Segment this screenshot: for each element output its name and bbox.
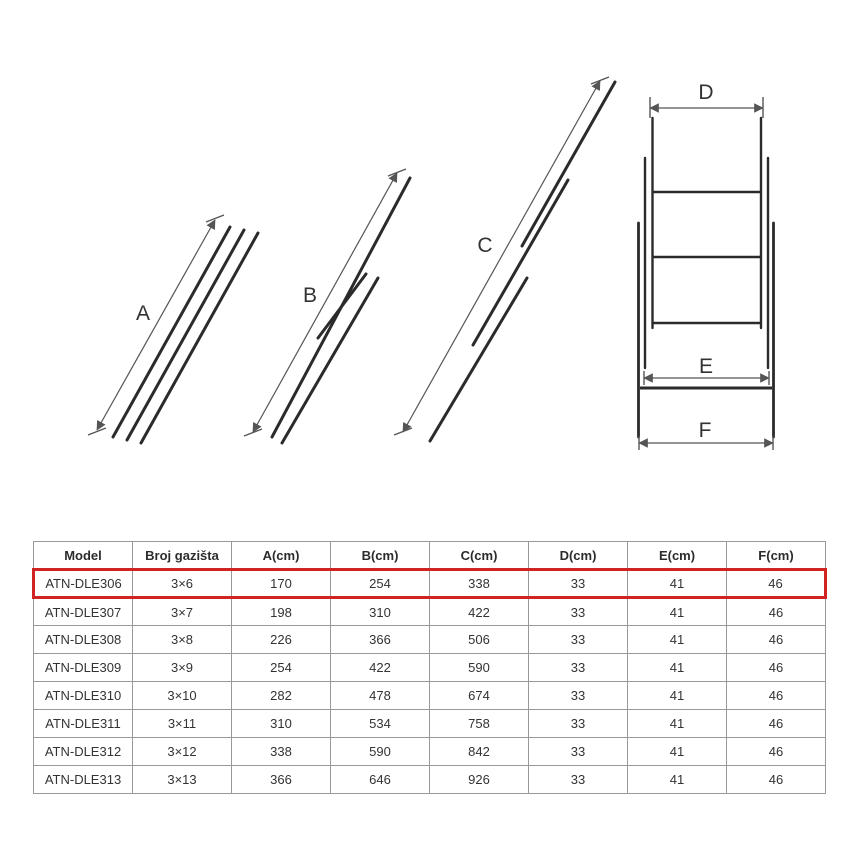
table-header-row — [34, 542, 826, 570]
column-header: B(cm) — [331, 542, 430, 570]
table-body — [34, 570, 826, 794]
value-cell: 3×11 — [133, 710, 232, 738]
table-row — [34, 738, 826, 766]
column-header: F(cm) — [727, 542, 826, 570]
value-cell: 33 — [529, 570, 628, 598]
dimension-label-a: A — [135, 302, 151, 325]
closed-ladder-view — [88, 215, 258, 443]
dimension-label-e: E — [698, 355, 714, 378]
outer-section-rails — [639, 223, 774, 437]
value-cell: 33 — [529, 654, 628, 682]
value-cell: 41 — [628, 766, 727, 794]
value-cell: 366 — [331, 626, 430, 654]
model-cell: ATN-DLE313 — [34, 766, 133, 794]
spec-table — [32, 541, 827, 794]
value-cell: 41 — [628, 626, 727, 654]
value-cell: 3×13 — [133, 766, 232, 794]
value-cell: 338 — [430, 570, 529, 598]
value-cell: 33 — [529, 710, 628, 738]
value-cell: 310 — [331, 598, 430, 626]
value-cell: 366 — [232, 766, 331, 794]
value-cell: 478 — [331, 682, 430, 710]
value-cell: 3×12 — [133, 738, 232, 766]
value-cell: 282 — [232, 682, 331, 710]
value-cell: 422 — [430, 598, 529, 626]
dimension-line-a — [97, 220, 215, 430]
value-cell: 3×7 — [133, 598, 232, 626]
value-cell: 46 — [727, 654, 826, 682]
table-row — [34, 766, 826, 794]
inner-section-rails — [653, 118, 762, 328]
model-cell: ATN-DLE312 — [34, 738, 133, 766]
value-cell: 674 — [430, 682, 529, 710]
value-cell: 3×8 — [133, 626, 232, 654]
middle-section-rails — [645, 158, 768, 368]
value-cell: 338 — [232, 738, 331, 766]
value-cell: 646 — [331, 766, 430, 794]
value-cell: 46 — [727, 682, 826, 710]
value-cell: 41 — [628, 570, 727, 598]
value-cell: 506 — [430, 626, 529, 654]
value-cell: 46 — [727, 766, 826, 794]
value-cell: 842 — [430, 738, 529, 766]
table-row — [34, 654, 826, 682]
model-cell: ATN-DLE310 — [34, 682, 133, 710]
dimension-label-f: F — [698, 419, 712, 442]
value-cell: 3×6 — [133, 570, 232, 598]
column-header: D(cm) — [529, 542, 628, 570]
value-cell: 33 — [529, 598, 628, 626]
model-cell: ATN-DLE309 — [34, 654, 133, 682]
value-cell: 590 — [331, 738, 430, 766]
dimension-label-d: D — [698, 81, 714, 104]
partially-extended-ladder-rails — [272, 178, 410, 443]
model-cell: ATN-DLE307 — [34, 598, 133, 626]
dimension-line-c — [403, 81, 600, 432]
fully-extended-ladder-view — [394, 77, 615, 441]
fully-extended-ladder-rails — [430, 82, 615, 441]
table-row-highlighted — [34, 570, 826, 598]
value-cell: 254 — [331, 570, 430, 598]
table-row — [34, 682, 826, 710]
front-view — [639, 81, 774, 450]
value-cell: 3×9 — [133, 654, 232, 682]
column-header: Model — [34, 542, 133, 570]
value-cell: 310 — [232, 710, 331, 738]
model-cell: ATN-DLE311 — [34, 710, 133, 738]
value-cell: 3×10 — [133, 682, 232, 710]
column-header: Broj gazišta — [133, 542, 232, 570]
value-cell: 254 — [232, 654, 331, 682]
value-cell: 46 — [727, 738, 826, 766]
value-cell: 534 — [331, 710, 430, 738]
value-cell: 33 — [529, 738, 628, 766]
dimension-line-b — [253, 173, 397, 432]
value-cell: 198 — [232, 598, 331, 626]
value-cell: 422 — [331, 654, 430, 682]
table-row — [34, 710, 826, 738]
partially-extended-ladder-view — [244, 169, 410, 443]
column-header: A(cm) — [232, 542, 331, 570]
value-cell: 46 — [727, 626, 826, 654]
value-cell: 33 — [529, 682, 628, 710]
dimension-label-c: C — [477, 234, 493, 257]
model-cell: ATN-DLE306 — [34, 570, 133, 598]
value-cell: 41 — [628, 710, 727, 738]
value-cell: 46 — [727, 570, 826, 598]
table-row — [34, 598, 826, 626]
value-cell: 170 — [232, 570, 331, 598]
closed-ladder-rails — [113, 227, 258, 443]
value-cell: 226 — [232, 626, 331, 654]
column-header: E(cm) — [628, 542, 727, 570]
column-header: C(cm) — [430, 542, 529, 570]
value-cell: 41 — [628, 598, 727, 626]
value-cell: 33 — [529, 766, 628, 794]
value-cell: 41 — [628, 738, 727, 766]
model-cell: ATN-DLE308 — [34, 626, 133, 654]
value-cell: 33 — [529, 626, 628, 654]
value-cell: 41 — [628, 654, 727, 682]
dimension-label-b: B — [302, 284, 318, 307]
value-cell: 41 — [628, 682, 727, 710]
table-row — [34, 626, 826, 654]
value-cell: 46 — [727, 598, 826, 626]
value-cell: 590 — [430, 654, 529, 682]
value-cell: 46 — [727, 710, 826, 738]
value-cell: 758 — [430, 710, 529, 738]
value-cell: 926 — [430, 766, 529, 794]
